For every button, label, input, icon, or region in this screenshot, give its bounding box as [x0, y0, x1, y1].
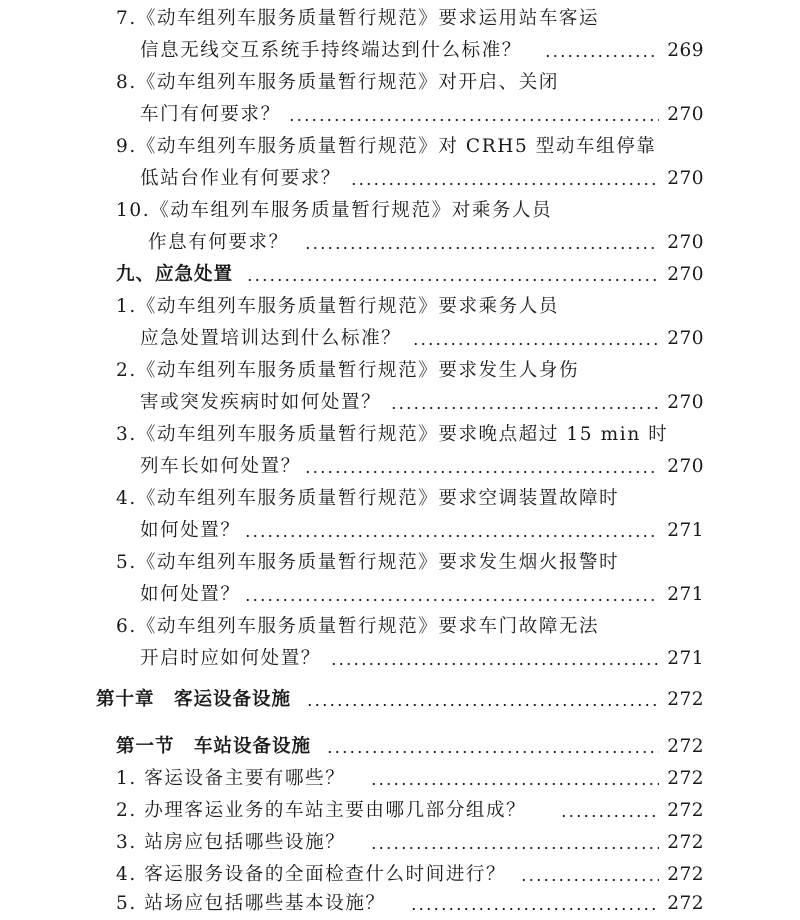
- toc-line: [0, 387, 800, 419]
- toc-line: [0, 547, 800, 579]
- toc-entry-text: 9.《动车组列车服务质量暂行规范》对 CRH5 型动车组停靠: [116, 136, 657, 157]
- toc-entry-text: 作息有何要求？: [148, 232, 289, 253]
- toc-line: [0, 483, 800, 515]
- toc-page-number: 271: [667, 520, 704, 541]
- dot-leader: [304, 247, 659, 249]
- toc-page-number: 270: [667, 104, 704, 125]
- dot-leader: [244, 535, 659, 537]
- toc-entry-text: 2. 办理客运业务的车站主要由哪几部分组成？: [116, 800, 527, 821]
- toc-page-number: 272: [667, 689, 704, 710]
- toc-entry-text: 5. 站场应包括哪些基本设施？: [116, 893, 386, 914]
- dot-leader: [326, 751, 659, 753]
- dot-leader: [304, 471, 659, 473]
- toc-line: [0, 131, 800, 163]
- toc-entry-text: 1. 客运设备主要有哪些？: [116, 768, 346, 789]
- toc-line: [0, 227, 800, 259]
- toc-page-number: 270: [667, 168, 704, 189]
- toc-entry-text: 如何处置？: [140, 584, 241, 605]
- toc-line: [0, 323, 800, 355]
- toc-entry-text: 10.《动车组列车服务质量暂行规范》对乘务人员: [116, 200, 553, 221]
- toc-line: [0, 859, 800, 891]
- toc-entry-text: 5.《动车组列车服务质量暂行规范》要求发生烟火报警时: [116, 552, 620, 573]
- toc-line: [0, 355, 800, 387]
- toc-entry-text: 第一节 车站设备设施: [116, 736, 312, 757]
- toc-page-number: 271: [667, 584, 704, 605]
- dot-leader: [544, 55, 659, 57]
- toc-page-number: 270: [667, 392, 704, 413]
- dot-leader: [330, 663, 659, 665]
- toc-line: [0, 291, 800, 323]
- toc-page-number: 271: [667, 648, 704, 669]
- toc-line: [0, 419, 800, 451]
- toc-line: [0, 67, 800, 99]
- toc-line: [0, 515, 800, 547]
- dot-leader: [560, 815, 659, 817]
- toc-entry-text: 低站台作业有何要求？: [140, 168, 342, 189]
- dot-leader: [520, 879, 659, 881]
- toc-entry-text: 列车长如何处置？: [140, 456, 301, 477]
- toc-line: [0, 195, 800, 227]
- toc-line: [0, 579, 800, 611]
- toc-line: [0, 611, 800, 643]
- toc-entry-text: 信息无线交互系统手持终端达到什么标准？: [140, 40, 522, 61]
- toc-page-number: 272: [667, 800, 704, 821]
- toc-line: [0, 763, 800, 795]
- toc-entry-text: 1.《动车组列车服务质量暂行规范》要求乘务人员: [116, 296, 559, 317]
- toc-line: [0, 35, 800, 67]
- toc-entry-text: 8.《动车组列车服务质量暂行规范》对开启、关闭: [116, 72, 559, 93]
- toc-page-number: 270: [667, 264, 704, 285]
- toc-section-heading: [0, 731, 800, 763]
- toc-entry-text: 2.《动车组列车服务质量暂行规范》要求发生人身伤: [116, 360, 580, 381]
- dot-leader: [244, 599, 659, 601]
- toc-entry-text: 4.《动车组列车服务质量暂行规范》要求空调装置故障时: [116, 488, 620, 509]
- toc-entry-text: 应急处置培训达到什么标准？: [140, 328, 402, 349]
- toc-page-number: 272: [667, 864, 704, 885]
- dot-leader: [412, 343, 659, 345]
- toc-entry-text: 九、应急处置: [116, 264, 234, 285]
- dot-leader: [410, 908, 659, 910]
- toc-section-heading: [0, 259, 800, 291]
- toc-line: [0, 3, 800, 35]
- dot-leader: [350, 183, 659, 185]
- toc-line: [0, 451, 800, 483]
- toc-line: [0, 163, 800, 195]
- toc-entry-text: 4. 客运服务设备的全面检查什么时间进行？: [116, 864, 507, 885]
- dot-leader: [370, 783, 659, 785]
- toc-page-number: 272: [667, 893, 704, 914]
- toc-line: [0, 99, 800, 131]
- dot-leader: [370, 847, 659, 849]
- dot-leader: [288, 119, 659, 121]
- toc-entry-text: 害或突发疾病时如何处置？: [140, 392, 382, 413]
- dot-leader: [306, 704, 659, 706]
- toc-page-number: 270: [667, 328, 704, 349]
- toc-entry-text: 3.《动车组列车服务质量暂行规范》要求晚点超过 15 min 时: [116, 424, 669, 445]
- toc-page-number: 270: [667, 232, 704, 253]
- toc-page-number: 270: [667, 456, 704, 477]
- toc-page-number: 272: [667, 768, 704, 789]
- toc-entry-text: 3. 站房应包括哪些设施？: [116, 832, 346, 853]
- dot-leader: [390, 407, 659, 409]
- toc-line: [0, 795, 800, 827]
- toc-line: [0, 643, 800, 675]
- toc-page-number: 269: [667, 40, 704, 61]
- toc-page-number: 272: [667, 832, 704, 853]
- toc-entry-text: 第十章 客运设备设施: [96, 689, 292, 710]
- toc-entry-text: 开启时应如何处置？: [140, 648, 321, 669]
- toc-line: [0, 827, 800, 859]
- dot-leader: [246, 279, 659, 281]
- toc-entry-text: 7.《动车组列车服务质量暂行规范》要求运用站车客运: [116, 8, 600, 29]
- toc-entry-text: 车门有何要求？: [140, 104, 281, 125]
- toc-page-number: 272: [667, 736, 704, 757]
- toc-chapter-heading: [0, 684, 800, 716]
- toc-line: [0, 888, 800, 920]
- toc-entry-text: 如何处置？: [140, 520, 241, 541]
- toc-entry-text: 6.《动车组列车服务质量暂行规范》要求车门故障无法: [116, 616, 600, 637]
